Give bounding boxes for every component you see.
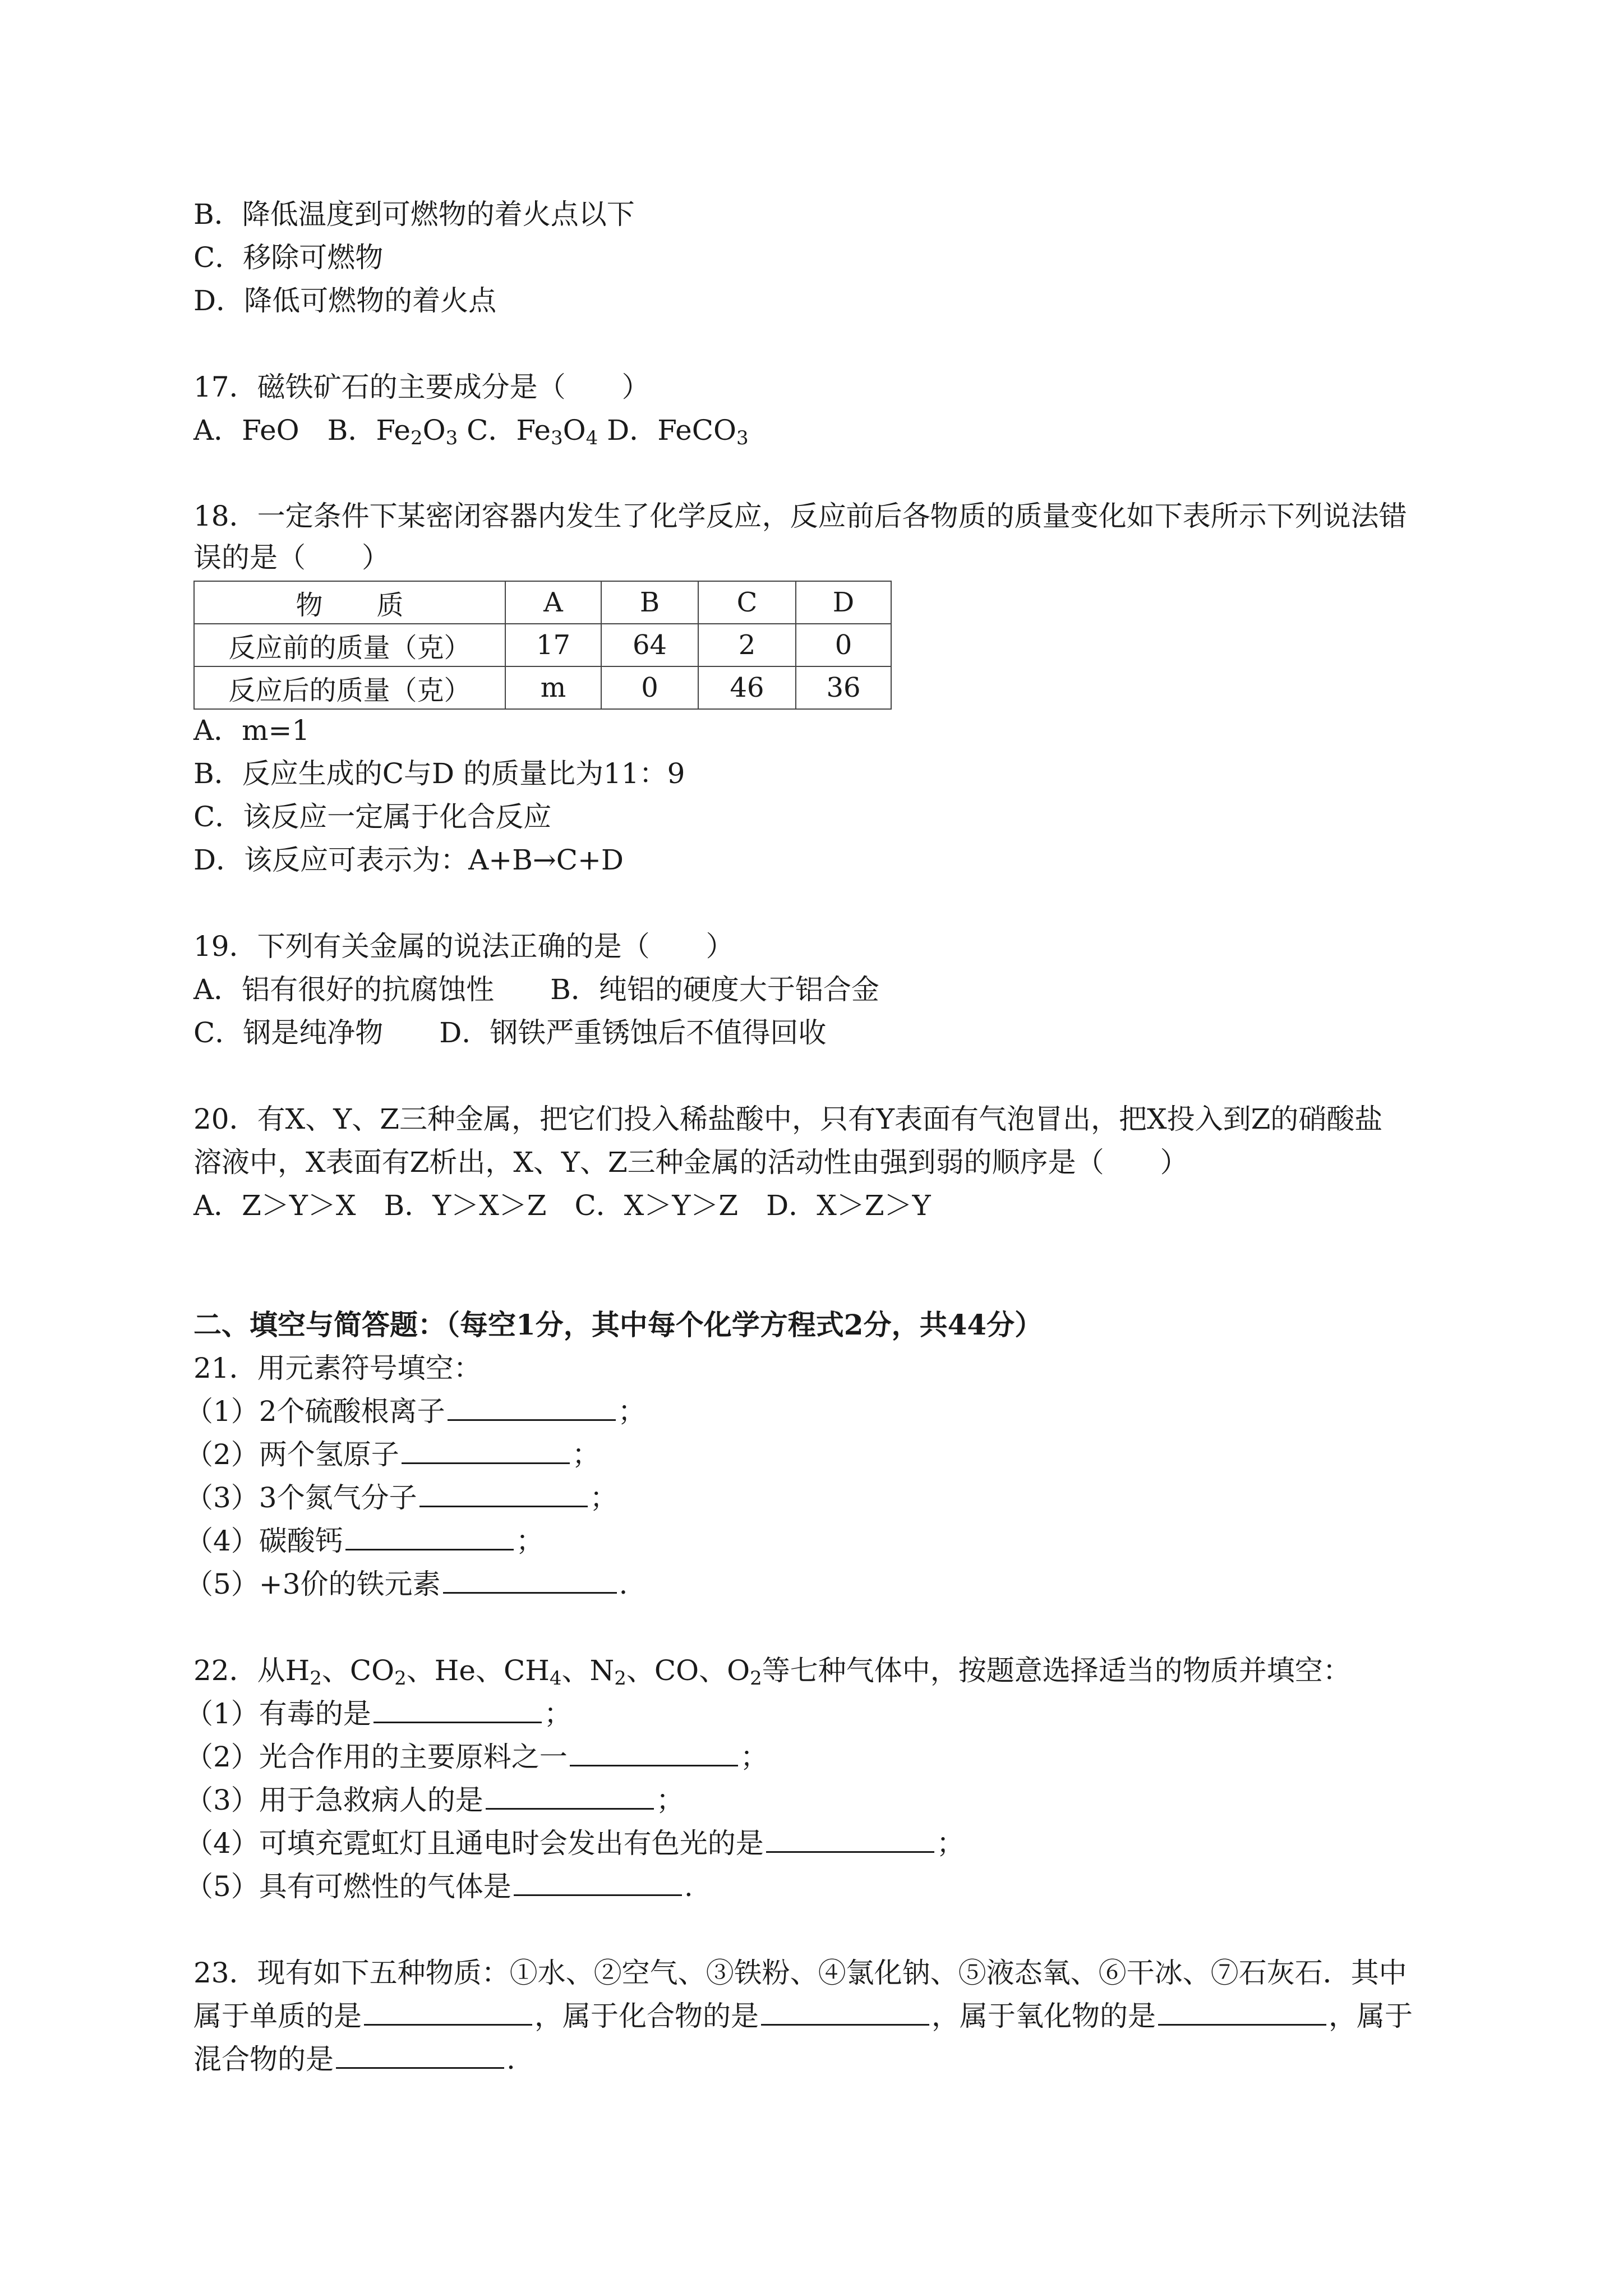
table-cell: 0 [796, 624, 891, 666]
table-header-cell: C [698, 581, 796, 624]
answer-blank[interactable] [336, 2041, 504, 2069]
table-cell: m [505, 666, 601, 709]
q19-options-line2: C．钢是纯净物 D．钢铁严重锈蚀后不值得回收 [193, 1016, 827, 1049]
answer-blank[interactable] [364, 1998, 532, 2026]
q20-stem-line1: 20．有X、Y、Z三种金属，把它们投入稀盐酸中，只有Y表面有气泡冒出，把X投入到Z的硝酸盐 [193, 1103, 1383, 1135]
table-cell: 反应前的质量（克） [194, 624, 505, 666]
answer-blank[interactable] [1158, 1998, 1326, 2026]
q22-item-1: （1）有毒的是 ； [185, 1696, 572, 1732]
table-cell: 2 [698, 624, 796, 666]
q18-option-a: A．m=1 [193, 714, 310, 747]
q16-option-d: D．降低可燃物的着火点 [193, 284, 497, 317]
table-cell: 0 [601, 666, 698, 709]
q22-item-5: （5）具有可燃性的气体是 . [185, 1869, 693, 1904]
table-row [194, 624, 891, 666]
table-cell: 46 [698, 666, 796, 709]
answer-blank[interactable] [448, 1393, 616, 1421]
q21-item-4: （4）碳酸钙 ； [185, 1523, 544, 1559]
table-header-cell: D [796, 581, 891, 624]
table-cell: 反应后的质量（克） [194, 666, 505, 709]
answer-blank[interactable] [443, 1566, 617, 1594]
answer-blank[interactable] [374, 1696, 542, 1723]
q21-item-1: （1）2个硫酸根离子 ； [185, 1393, 646, 1429]
table-header-row [194, 581, 891, 624]
answer-blank[interactable] [402, 1437, 570, 1464]
section-title: 二、填空与简答题：（每空1分，其中每个化学方程式2分，共44分） [193, 1308, 1043, 1341]
table-cell: 17 [505, 624, 601, 666]
q21-stem: 21．用元素符号填空： [193, 1352, 482, 1384]
q17-stem: 17．磁铁矿石的主要成分是（ ） [193, 371, 650, 403]
table-header-cell: A [505, 581, 601, 624]
q21-item-3: （3）3个氮气分子 ； [185, 1480, 618, 1516]
answer-blank[interactable] [761, 1998, 929, 2026]
q18-stem-line2: 误的是（ ） [193, 541, 390, 574]
answer-blank[interactable] [570, 1739, 738, 1766]
answer-blank[interactable] [514, 1869, 682, 1896]
q19-options-line1: A．铝有很好的抗腐蚀性 B．纯铝的硬度大于铝合金 [193, 973, 879, 1006]
q18-option-c: C．该反应一定属于化合反应 [193, 800, 552, 833]
table-header-cell: 物 质 [194, 581, 505, 624]
q22-stem: 22．从$H_2$、$CO_2$、He、$CH_4$、$N_2$、CO、$O_2$等七种气体中，按题意选择适当的物质并填空： [193, 1654, 1351, 1690]
q23-stem-line1: 23．现有如下五种物质：①水、②空气、③铁粉、④氯化钠、⑤液态氧、⑥干冰、⑦石灰石．其中 [193, 1957, 1407, 1989]
q21-item-5: （5）+3价的铁元素 . [185, 1566, 628, 1602]
q22-item-3: （3）用于急救病人的是 ； [185, 1782, 684, 1818]
q18-option-d: D．该反应可表示为：A+B→C+D [193, 844, 624, 876]
q18-option-b: B．反应生成的C与D 的质量比为11：9 [193, 757, 685, 790]
q23-stem-line3: 混合物的是 . [193, 2041, 515, 2077]
table-row [194, 666, 891, 709]
q16-option-b: B．降低温度到可燃物的着火点以下 [193, 198, 635, 231]
q22-item-2: （2）光合作用的主要原料之一 ； [185, 1739, 768, 1775]
q23-stem-line2: 属于单质的是 ，属于化合物的是 ，属于氧化物的是 ，属于 [193, 1998, 1413, 2034]
answer-blank[interactable] [419, 1480, 588, 1507]
table-header-cell: B [601, 581, 698, 624]
q17-options: A．FeO B．$Fe_2O_3$ C．$Fe_3O_4$ D．FeCO$_3$ [193, 414, 749, 449]
answer-blank[interactable] [345, 1523, 514, 1550]
q21-item-2: （2）两个氢原子 ； [185, 1437, 600, 1473]
answer-blank[interactable] [486, 1782, 654, 1810]
q16-option-c: C．移除可燃物 [193, 241, 384, 274]
q20-stem-line2: 溶液中，X表面有Z析出，X、Y、Z三种金属的活动性由强到弱的顺序是（ ） [193, 1146, 1188, 1179]
table-cell: 36 [796, 666, 891, 709]
table-cell: 64 [601, 624, 698, 666]
mass-table [193, 581, 892, 710]
q18-stem-line1: 18．一定条件下某密闭容器内发生了化学反应，反应前后各物质的质量变化如下表所示下列说法错 [193, 500, 1407, 532]
q22-item-4: （4）可填充霓虹灯且通电时会发出有色光的是 ； [185, 1825, 965, 1861]
q20-options: A．Z＞Y＞X B．Y＞X＞Z C．X＞Y＞Z D．X＞Z＞Y [193, 1189, 931, 1222]
q19-stem: 19．下列有关金属的说法正确的是（ ） [193, 930, 734, 963]
answer-blank[interactable] [766, 1825, 934, 1853]
